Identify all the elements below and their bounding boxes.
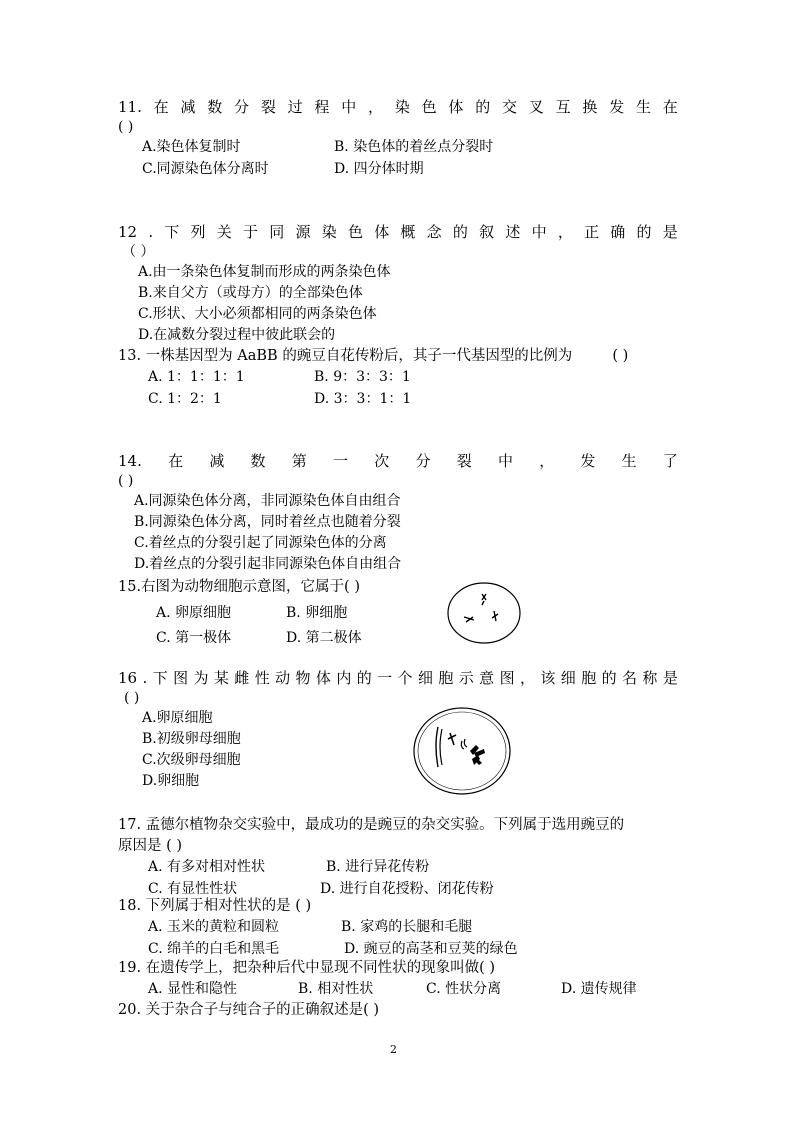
stem-char: 数: [207, 98, 223, 116]
stem-char: 程: [314, 98, 330, 116]
stem-char: 示: [458, 669, 474, 687]
option-d: D. 3：3：1：1: [314, 390, 412, 407]
stem-char: 减: [209, 452, 225, 470]
stem-char: .: [148, 223, 154, 241]
question-13-stem: 13. 一株基因型为 AaBB 的豌豆自花传粉后，其子一代基因型的比例为: [118, 348, 573, 364]
stem-char: 的: [356, 669, 372, 687]
option-d: D. 四分体时期: [334, 160, 424, 177]
stem-char: 11.: [118, 98, 142, 116]
stem-char: 意: [479, 669, 495, 687]
option-b: B.同源染色体分离，同时着丝点也随着分裂: [134, 514, 401, 530]
question-13-options-row-2: [148, 389, 678, 411]
question-13-options-row-1: [148, 367, 678, 389]
stem-char: 是: [662, 223, 678, 241]
question-12-paren: （ ）: [122, 244, 155, 260]
stem-char: 换: [582, 98, 598, 116]
stem-char: 同: [269, 223, 285, 241]
question-17-options-row-1: [148, 857, 678, 879]
option-c: C.着丝点的分裂引起了同源染色体的分离: [134, 535, 387, 551]
stem-char: 的: [601, 669, 617, 687]
question-16-stem: [118, 668, 678, 688]
stem-char: 细: [417, 669, 433, 687]
stem-char: ，: [539, 452, 555, 470]
question-19: [118, 958, 678, 1001]
question-16: [118, 668, 678, 792]
question-15-stem: 15.右图为动物细胞示意图，它属于( ): [118, 579, 360, 595]
stem-char: 物: [295, 669, 311, 687]
stem-char: 交: [502, 98, 518, 116]
question-17-stem-line-1: 17. 孟德尔植物杂交实验中，最成功的是豌豆的杂交实验。下列属于选用豌豆的: [118, 817, 625, 833]
stem-char: 的: [452, 223, 468, 241]
stem-char: 称: [642, 669, 658, 687]
stem-char: 雌: [234, 669, 250, 687]
stem-char: 互: [555, 98, 571, 116]
question-13-stem-line: [118, 346, 678, 367]
question-11-stem: [118, 97, 678, 117]
option-d: D. 豌豆的高茎和豆荚的绿色: [344, 940, 518, 957]
stem-char: 发: [580, 452, 596, 470]
question-19-options-row: [148, 979, 678, 1001]
stem-char: 一: [333, 452, 349, 470]
stem-char: 细: [560, 669, 576, 687]
stem-char: 源: [295, 223, 311, 241]
question-14-paren: ( ): [118, 473, 134, 489]
stem-char: 为: [193, 669, 209, 687]
stem-char: 某: [213, 669, 229, 687]
stem-char: 胞: [438, 669, 454, 687]
question-18: [118, 896, 678, 960]
stem-char: 12: [118, 223, 138, 241]
stem-char: 分: [415, 452, 431, 470]
stem-char: 生: [621, 452, 637, 470]
stem-char: 体: [315, 669, 331, 687]
option-b: B. 家鸡的长腿和毛腿: [341, 919, 473, 935]
option-c: C. 有显性性状: [148, 880, 238, 897]
stem-char: 下: [164, 223, 180, 241]
option-b: B.初级卵母细胞: [142, 731, 241, 747]
question-17: [118, 815, 678, 900]
option-b: B. 染色体的着丝点分裂时: [334, 139, 494, 155]
question-13-paren: ( ): [612, 348, 629, 364]
option-a: A.同源染色体分离，非同源染色体自由组合: [134, 493, 401, 509]
question-20: [118, 1000, 678, 1021]
option-c: C. 第一极体: [156, 630, 232, 646]
stem-char: 数: [250, 452, 266, 470]
stem-char: ，: [519, 669, 535, 687]
stem-char: 图: [499, 669, 515, 687]
stem-char: 列: [190, 223, 206, 241]
stem-char: 生: [635, 98, 651, 116]
question-13: [118, 346, 678, 410]
stem-char: 于: [243, 223, 259, 241]
stem-char: 确: [610, 223, 626, 241]
cell-diagram-figure-16: [412, 705, 512, 797]
stem-char: 概: [400, 223, 416, 241]
question-11-options-row-2: [142, 159, 678, 181]
question-15-options-row-2: [156, 626, 678, 651]
option-a: A. 1：1：1：1: [148, 369, 245, 385]
stem-char: 的: [475, 98, 491, 116]
option-a: A. 卵原细胞: [156, 605, 232, 621]
question-12: [118, 222, 678, 346]
question-19-stem: 19. 在遗传学上，把杂种后代中显现不同性状的现象叫做( ): [118, 960, 496, 976]
stem-char: 个: [397, 669, 413, 687]
stem-char: 次: [374, 452, 390, 470]
stem-char: 在: [662, 98, 678, 116]
cell-membrane: [448, 583, 520, 643]
question-15-options-row-1: [156, 601, 678, 626]
option-d: D.着丝点的分裂引起非同源染色体自由组合: [134, 556, 402, 572]
stem-char: 正: [584, 223, 600, 241]
question-11-paren: ( ): [118, 119, 134, 135]
stem-char: 下: [152, 669, 168, 687]
option-b: B. 卵细胞: [286, 605, 348, 621]
stem-char: 染: [321, 223, 337, 241]
option-d: D.在减数分裂过程中彼此联会的: [138, 327, 336, 343]
stem-char: 色: [421, 98, 437, 116]
stem-char: ，: [557, 223, 573, 241]
option-d: D. 遗传规律: [561, 981, 637, 997]
stem-char: 了: [662, 452, 678, 470]
stem-char: 图: [173, 669, 189, 687]
question-18-options-row-2: [148, 939, 678, 961]
stem-char: 叉: [528, 98, 544, 116]
stem-char: 述: [505, 223, 521, 241]
question-14-stem: [118, 451, 678, 471]
stem-char: 过: [287, 98, 303, 116]
stem-char: 胞: [581, 669, 597, 687]
option-b: B. 相对性状: [298, 981, 374, 997]
stem-char: 性: [254, 669, 270, 687]
option-a: A. 有多对相对性状: [148, 859, 266, 875]
option-c: C. 1：2：1: [148, 390, 222, 407]
stem-char: 一: [377, 669, 393, 687]
stem-char: 分: [234, 98, 250, 116]
stem-char: 动: [275, 669, 291, 687]
option-c: C.形状、大小必须都相同的两条染色体: [138, 306, 377, 322]
stem-char: 关: [216, 223, 232, 241]
question-18-stem: 18. 下列属于相对性状的是 ( ): [118, 898, 312, 914]
question-20-stem: 20. 关于杂合子与纯合子的正确叙述是( ): [118, 1002, 380, 1018]
option-c: C. 性状分离: [426, 981, 502, 997]
stem-char: 第: [291, 452, 307, 470]
option-a: A.染色体复制时: [142, 139, 241, 155]
stem-char: 叙: [479, 223, 495, 241]
stem-char: 中: [497, 452, 513, 470]
stem-char: 体: [374, 223, 390, 241]
stem-char: 裂: [260, 98, 276, 116]
page-number: 2: [390, 1043, 397, 1056]
option-a: A.卵原细胞: [142, 710, 213, 726]
question-15: [118, 577, 678, 651]
stem-char: 在: [153, 98, 169, 116]
option-d: D. 第二极体: [286, 630, 362, 646]
chromosomes: [436, 727, 467, 767]
stem-char: 减: [180, 98, 196, 116]
stem-char: 的: [636, 223, 652, 241]
question-11: [118, 97, 678, 180]
chromosomes: [464, 594, 498, 622]
inner-membrane: [418, 712, 506, 790]
cell-diagram-figure-15: [446, 580, 524, 646]
stem-char: 14.: [118, 452, 142, 470]
stem-char: 该: [540, 669, 556, 687]
stem-char: 染: [394, 98, 410, 116]
option-d: D.卵细胞: [142, 773, 200, 789]
stem-char: 念: [426, 223, 442, 241]
question-18-options-row-1: [148, 917, 678, 939]
option-b: B. 9：3：3：1: [314, 369, 411, 385]
stem-char: 中: [341, 98, 357, 116]
dark-chromosomes: [470, 745, 485, 765]
question-14: [118, 451, 678, 575]
stem-char: .: [142, 669, 148, 687]
stem-char: 名: [622, 669, 638, 687]
stem-char: 在: [168, 452, 184, 470]
option-a: A. 玉米的黄粒和圆粒: [148, 919, 280, 935]
option-c: C. 绵羊的白毛和黑毛: [148, 940, 280, 957]
stem-char: ，: [368, 98, 384, 116]
option-a: A.由一条染色体复制而形成的两条染色体: [138, 264, 391, 280]
question-12-stem: [118, 222, 678, 242]
option-d: D. 进行自花授粉、闭花传粉: [320, 880, 494, 897]
cell-membrane: [414, 708, 510, 794]
stem-char: 发: [609, 98, 625, 116]
stem-char: 裂: [456, 452, 472, 470]
question-16-paren: ( ): [124, 690, 140, 706]
stem-char: 16: [118, 669, 138, 687]
option-a: A. 显性和隐性: [148, 981, 238, 997]
stem-char: 中: [531, 223, 547, 241]
stem-char: 内: [336, 669, 352, 687]
option-b: B. 进行异花传粉: [326, 859, 430, 875]
stem-char: 体: [448, 98, 464, 116]
question-11-options-row-1: [142, 137, 678, 159]
option-c: C.次级卵母细胞: [142, 752, 241, 768]
stem-char: 是: [662, 669, 678, 687]
option-c: C.同源染色体分离时: [142, 160, 269, 177]
option-b: B.来自父方（或母方）的全部染色体: [138, 285, 363, 301]
question-17-stem-line-2: 原因是 ( ): [118, 838, 183, 854]
stem-char: 色: [347, 223, 363, 241]
